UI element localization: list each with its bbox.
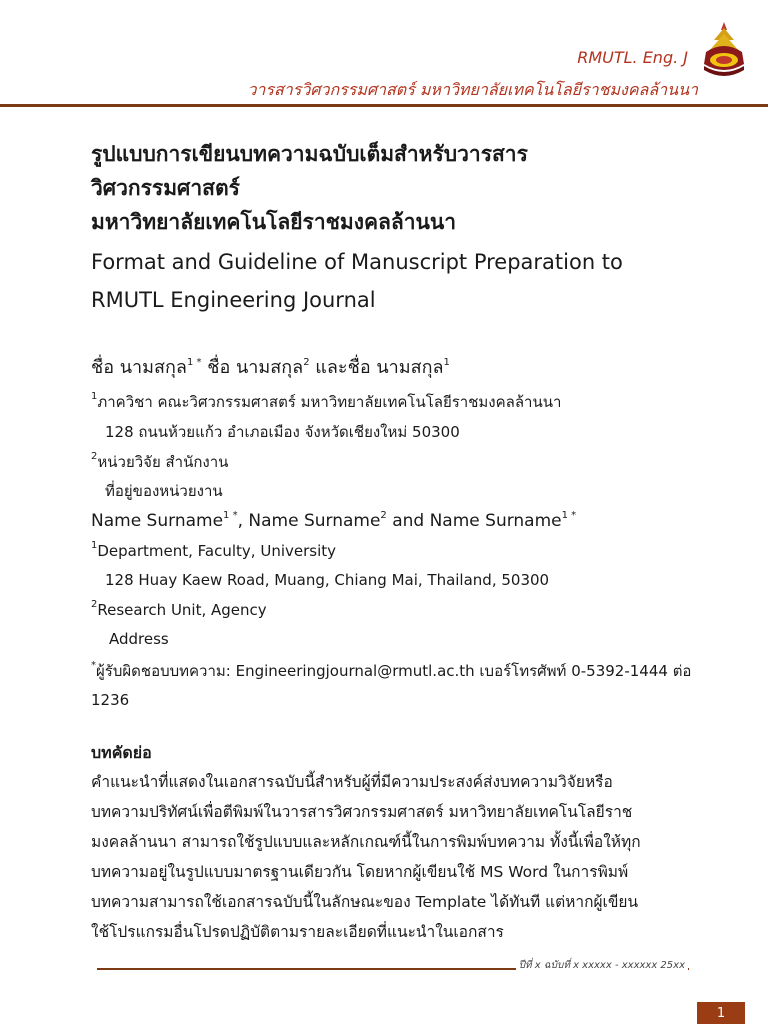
title-english-line-2: RMUTL Engineering Journal bbox=[91, 288, 376, 312]
affiliation-english-2 bbox=[91, 601, 267, 619]
abstract-line: คำแนะนำที่แสดงในเอกสารฉบับนี้สำหรับผู้ที่มีความประสงค์ส่งบทความวิจัยหรือ bbox=[91, 773, 613, 791]
title-thai-line-1: รูปแบบการเขียนบทความฉบับเต็มสำหรับวารสาร bbox=[91, 142, 528, 166]
affiliation-mark: 1 bbox=[91, 540, 98, 551]
author-1-mark: 1 * bbox=[186, 357, 202, 368]
author-1-name-en: Name Surname bbox=[91, 511, 224, 531]
author-2-mark: 2 bbox=[303, 357, 310, 368]
affiliation-address: 128 ถนนห้วยแก้ว อำเภอเมือง จังหวัดเชียงใหม่ 50300 bbox=[105, 423, 460, 441]
affiliation-line: Department, Faculty, University bbox=[97, 542, 337, 560]
issue-info: ปีที่ x ฉบับที่ x xxxxx - xxxxxx 25xx bbox=[516, 958, 688, 973]
abstract-body bbox=[91, 767, 711, 947]
affiliation-address: ที่อยู่ของหน่วยงาน bbox=[105, 482, 223, 500]
author-3-name-en: and Name Surname bbox=[392, 511, 562, 531]
abstract-line: บทความสามารถใช้เอกสารฉบับนี้ในลักษณะของ Template ได้ทันที แต่หากผู้เขียน bbox=[91, 893, 639, 911]
author-1-mark-en: 1 * bbox=[223, 510, 238, 521]
affiliation-english-1-address bbox=[91, 571, 549, 589]
affiliation-line: Research Unit, Agency bbox=[97, 601, 267, 619]
article-title bbox=[91, 137, 731, 319]
affiliation-thai-2 bbox=[91, 450, 228, 474]
journal-brand: RMUTL. Eng. J bbox=[577, 48, 688, 67]
title-thai-line-3: มหาวิทยาลัยเทคโนโลยีราชมงคลล้านนา bbox=[91, 210, 457, 234]
author-3-mark: 1 bbox=[443, 357, 450, 368]
affiliation-mark: 1 bbox=[91, 391, 98, 402]
corresponding-mark: * bbox=[91, 660, 96, 671]
corresponding-text: ผู้รับผิดชอบบทความ: Engineeringjournal@rmutl.ac.th เบอร์โทรศัพท์ 0-5392-1444 ต่อ 1236 bbox=[91, 662, 692, 709]
page-number: 1 bbox=[697, 1002, 745, 1024]
authors-thai bbox=[91, 352, 450, 381]
author-1-name: ชื่อ นามสกุล bbox=[91, 357, 187, 378]
corresponding-author bbox=[91, 657, 711, 715]
abstract-heading: บทคัดย่อ bbox=[91, 743, 152, 762]
author-2-name-en: , Name Surname bbox=[237, 511, 381, 531]
authors-english bbox=[91, 511, 576, 531]
author-3-mark-en: 1 * bbox=[561, 510, 577, 521]
abstract-line: บทความอยู่ในรูปแบบมาตรฐานเดียวกัน โดยหากผู้เขียนใช้ MS Word ในการพิมพ์ bbox=[91, 863, 629, 881]
abstract-line: บทความปริทัศน์เพื่อตีพิมพ์ในวารสารวิศวกรรมศาสตร์ มหาวิทยาลัยเทคโนโลยีราช bbox=[91, 803, 633, 821]
header-divider bbox=[0, 104, 768, 107]
author-2-name: ชื่อ นามสกุล bbox=[207, 357, 304, 378]
affiliation-address: Address bbox=[109, 630, 169, 648]
title-thai-line-2: วิศวกรรมศาสตร์ bbox=[91, 176, 240, 200]
affiliation-address: 128 Huay Kaew Road, Muang, Chiang Mai, Thailand, 50300 bbox=[105, 571, 550, 589]
author-3-name: และชื่อ นามสกุล bbox=[315, 357, 444, 378]
abstract-line: ใช้โปรแกรมอื่นโปรดปฏิบัติตามรายละเอียดที่แนะนำในเอกสาร bbox=[91, 923, 504, 941]
university-seal-icon bbox=[700, 20, 748, 82]
affiliation-mark: 2 bbox=[91, 599, 98, 610]
title-english-line-1: Format and Guideline of Manuscript Preparation to bbox=[91, 250, 623, 274]
affiliation-thai-2-address bbox=[91, 479, 223, 503]
affiliation-line: หน่วยวิจัย สำนักงาน bbox=[97, 453, 229, 471]
journal-name-thai: วารสารวิศวกรรมศาสตร์ มหาวิทยาลัยเทคโนโลยีราชมงคลล้านนา bbox=[247, 80, 698, 99]
affiliation-english-2-address bbox=[91, 630, 169, 648]
author-2-mark-en: 2 bbox=[380, 510, 387, 521]
affiliation-thai-1-address bbox=[91, 420, 460, 444]
abstract-line: มงคลล้านนา สามารถใช้รูปแบบและหลักเกณฑ์นี้ในการพิมพ์บทความ ทั้งนี้เพื่อให้ทุก bbox=[91, 833, 641, 851]
affiliation-mark: 2 bbox=[91, 451, 98, 462]
affiliation-thai-1 bbox=[91, 390, 561, 414]
affiliation-line: ภาควิชา คณะวิศวกรรมศาสตร์ มหาวิทยาลัยเทคโนโลยีราชมงคลล้านนา bbox=[97, 393, 562, 411]
affiliation-english-1 bbox=[91, 542, 336, 560]
